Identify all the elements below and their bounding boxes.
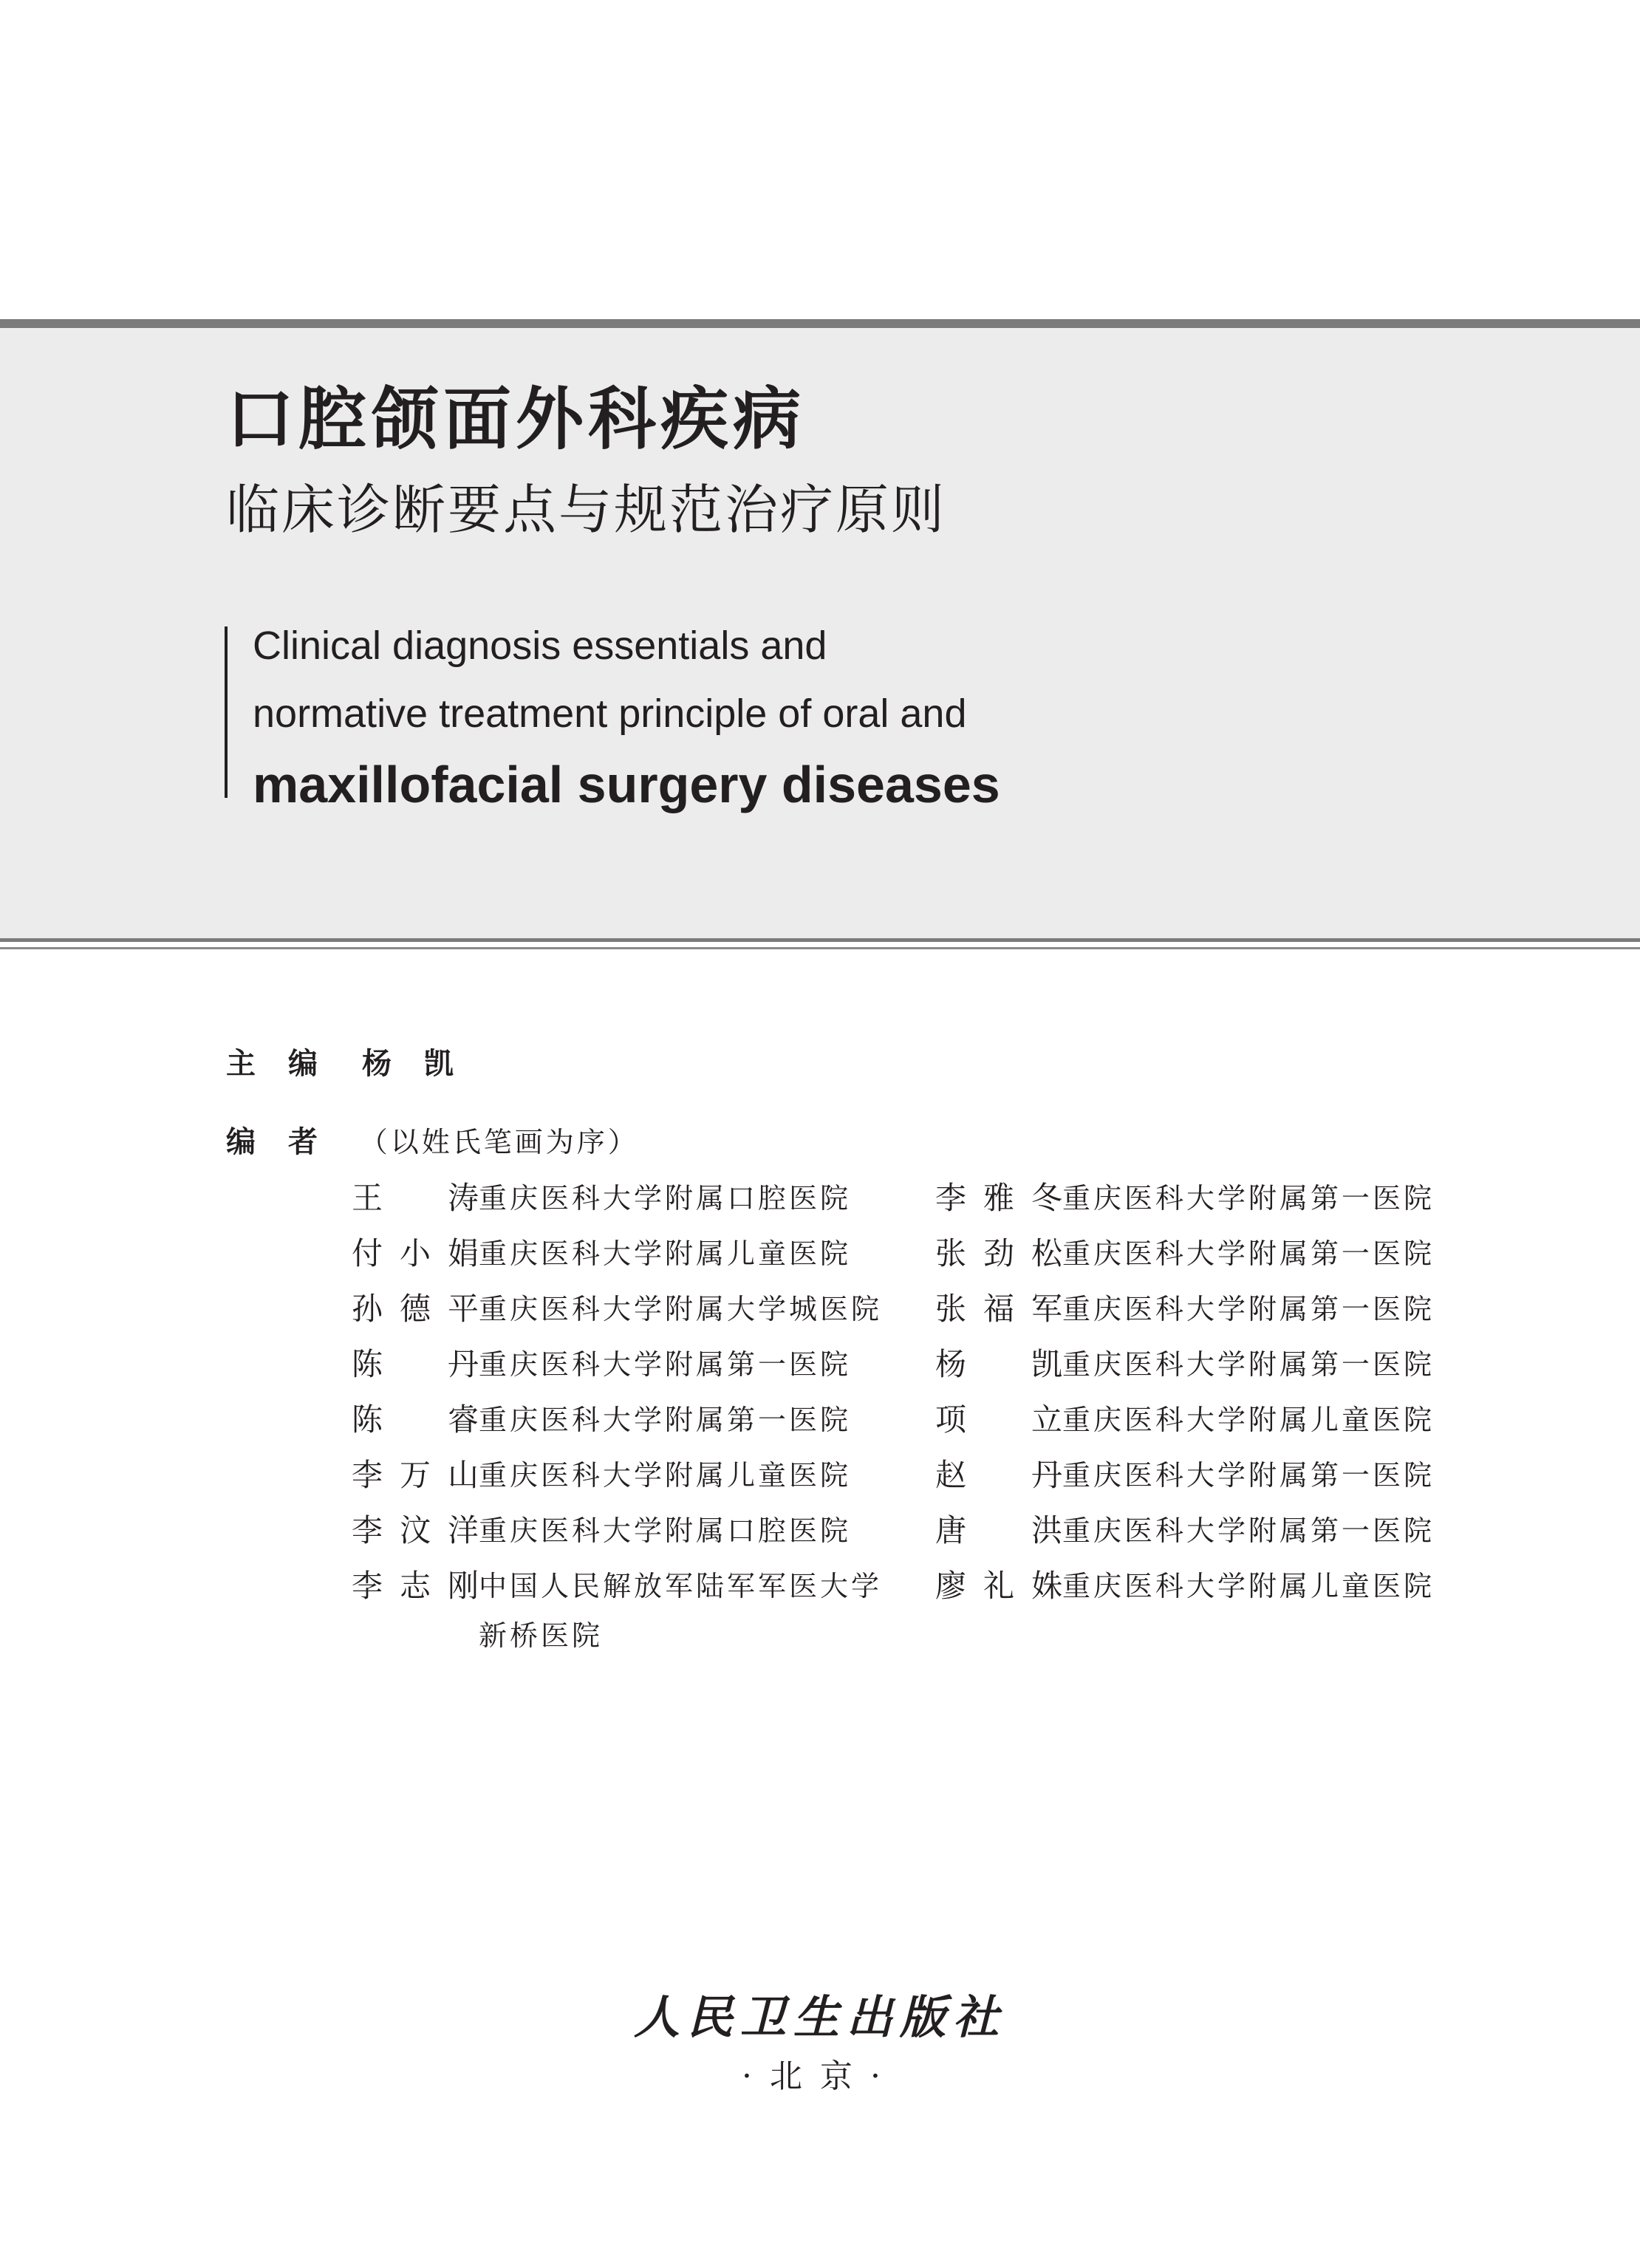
editor-affiliation: 重庆医科大学附属儿童医院 [479,1459,852,1492]
editor-entry [935,1564,1435,1619]
editor-name: 唐洪 [935,1512,1062,1548]
band-bottom-rule-thin [0,947,1640,949]
editor-affiliation: 重庆医科大学附属儿童医院 [1062,1404,1435,1436]
editor-affiliation: 重庆医科大学附属第一医院 [479,1404,852,1436]
band-bottom-rule [0,938,1640,942]
editors-order-note: （以姓氏笔画为序） [359,1126,639,1158]
editor-affiliation: 重庆医科大学附属大学城医院 [479,1293,883,1325]
publisher-name: 人民卫生出版社 [633,1990,1006,2044]
editor-entry [352,1453,882,1509]
book-title-cn: 口腔颌面外科疾病 [226,380,806,459]
editor-name: 李雅冬 [935,1180,1062,1216]
editor-name: 孙德平 [352,1291,479,1327]
book-subtitle-cn: 临床诊断要点与规范治疗原则 [226,479,947,541]
english-title-bar [225,626,228,798]
editor-entry [352,1509,882,1564]
editor-entry [352,1287,882,1342]
editor-name: 陈丹 [352,1346,479,1382]
editor-name: 付小娟 [352,1235,479,1271]
chief-editor-name: 杨凯 [361,1047,486,1081]
editor-name: 廖礼姝 [935,1568,1062,1604]
editor-affiliation: 重庆医科大学附属第一医院 [1062,1293,1435,1325]
top-rule [0,319,1640,328]
editor-entry [935,1232,1435,1287]
chief-editor-label: 主编 [226,1047,350,1081]
editor-affiliation: 重庆医科大学附属第一医院 [1062,1514,1435,1547]
title-en-line-3: maxillofacial surgery diseases [253,756,1000,813]
editor-name: 李汶洋 [352,1512,479,1548]
editor-entry [935,1176,1435,1232]
editor-affiliation: 重庆医科大学附属儿童医院 [1062,1570,1435,1602]
editors-list-right [935,1176,1435,1619]
editor-entry [935,1342,1435,1398]
editor-name: 项立 [935,1401,1062,1438]
editor-affiliation: 中国人民解放军陆军军医大学 [479,1570,883,1602]
editor-name: 张劲松 [935,1235,1062,1271]
editor-affiliation: 重庆医科大学附属第一医院 [1062,1182,1435,1215]
editor-name: 王涛 [352,1180,479,1216]
editor-name: 李万山 [352,1457,479,1493]
editor-entry [352,1564,882,1675]
editor-affiliation: 重庆医科大学附属第一医院 [479,1348,852,1381]
editor-name: 陈睿 [352,1401,479,1438]
editor-entry [935,1398,1435,1453]
editor-entry [352,1232,882,1287]
editor-name: 张福军 [935,1291,1062,1327]
editor-entry [352,1176,882,1232]
editor-affiliation: 重庆医科大学附属第一医院 [1062,1237,1435,1270]
editor-entry [352,1342,882,1398]
editor-affiliation: 重庆医科大学附属口腔医院 [479,1182,852,1215]
editor-name: 杨凯 [935,1346,1062,1382]
editor-entry [935,1509,1435,1564]
editors-list-left [352,1176,882,1675]
title-en-line-2: normative treatment principle of oral and [253,691,967,736]
publisher-city: ·北京· [742,2057,898,2095]
editor-affiliation: 重庆医科大学附属儿童医院 [479,1237,852,1270]
book-title-en [253,612,1000,822]
editor-entry [935,1453,1435,1509]
editor-affiliation: 重庆医科大学附属口腔医院 [479,1514,852,1547]
chief-editor [226,1042,486,1086]
editor-affiliation-continued: 新桥医院 [479,1619,604,1652]
editor-affiliation: 重庆医科大学附属第一医院 [1062,1348,1435,1381]
editor-name: 赵丹 [935,1457,1062,1493]
editor-affiliation: 重庆医科大学附属第一医院 [1062,1459,1435,1492]
editor-entry [352,1398,882,1453]
title-en-line-1: Clinical diagnosis essentials and [253,624,827,668]
editor-name: 李志刚 [352,1568,479,1604]
editors-heading [226,1120,639,1164]
editors-label: 编者 [226,1125,350,1159]
editor-entry [935,1287,1435,1342]
